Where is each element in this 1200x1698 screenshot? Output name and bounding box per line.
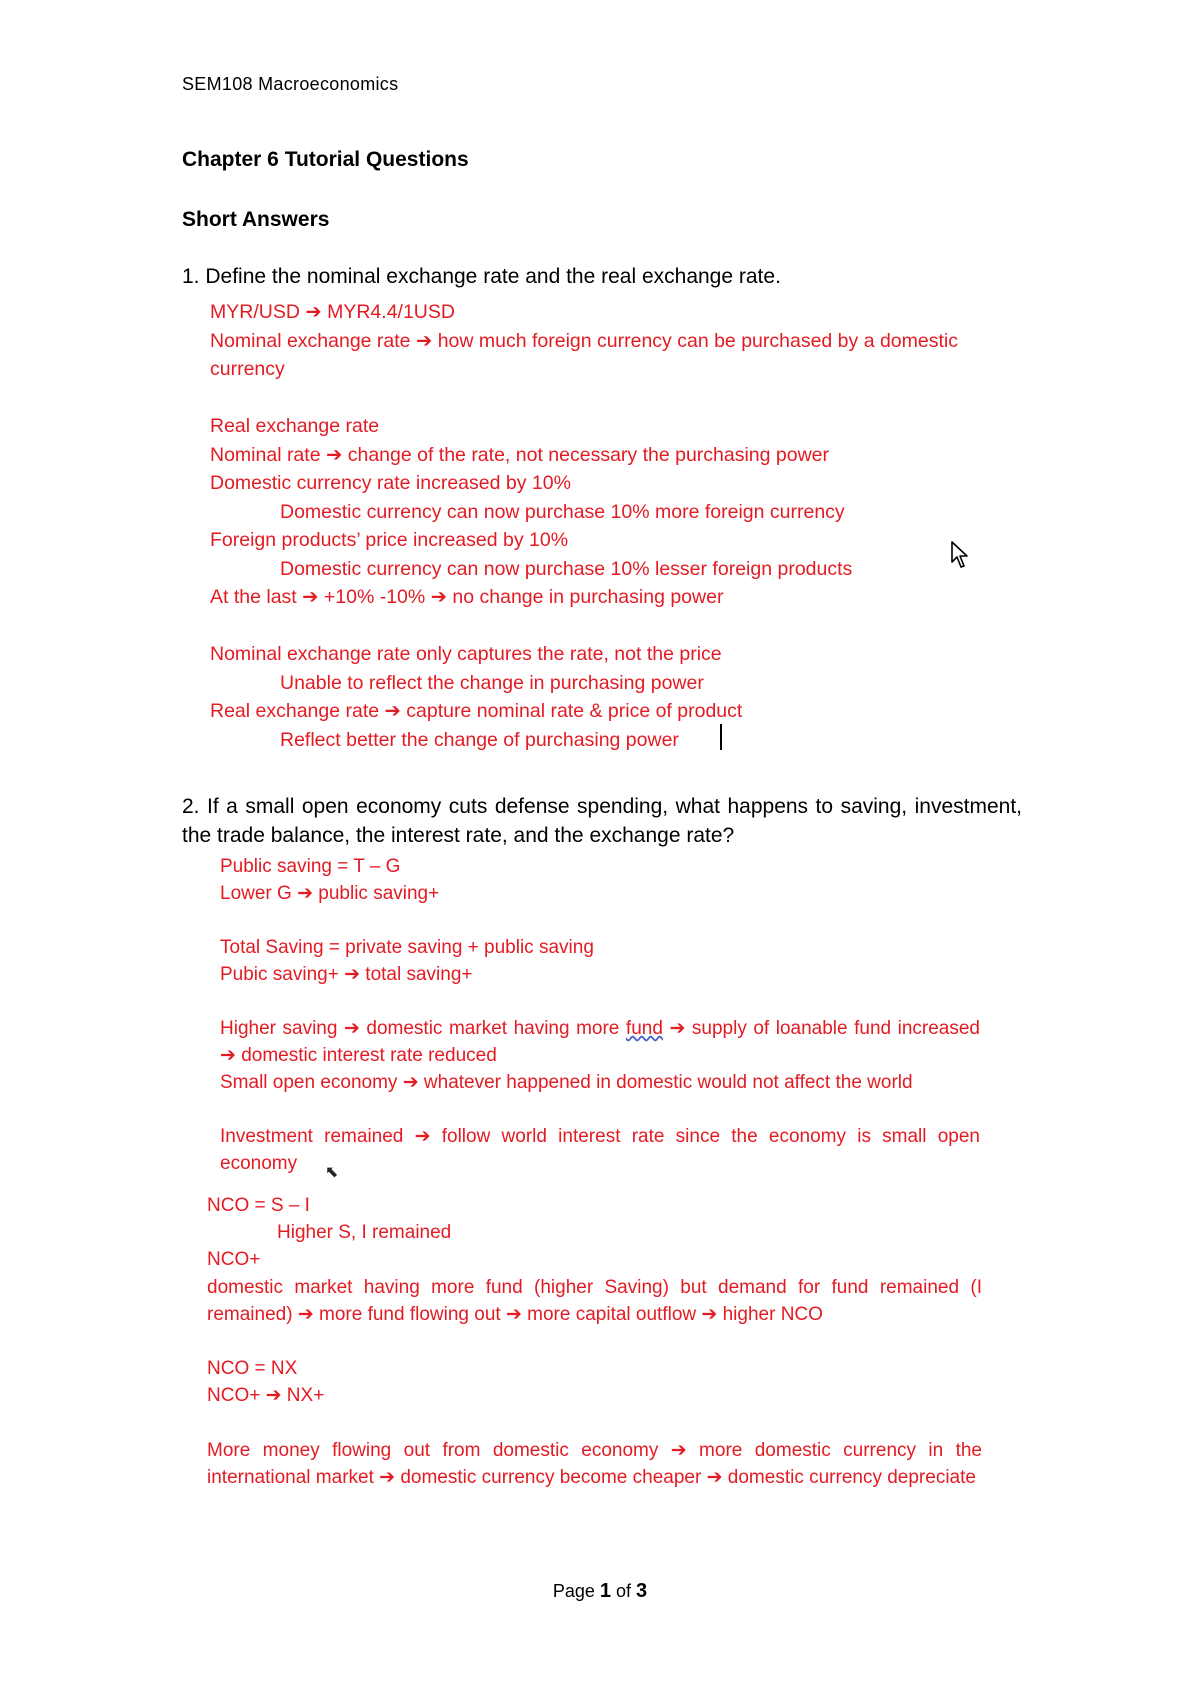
answer-2-paragraph: domestic market having more fund (higher Saving) but demand for fund remained (I remained) ➔ more fund flowing out ➔ more capital outflow ➔ higher NCO [207,1276,982,1325]
answer-2-line: NCO+ [207,1249,261,1271]
answer-1-line: Reflect better the change of purchasing power [280,728,679,751]
page-number-footer: Page 1 of 3 [552,1580,648,1602]
text-caret [720,724,722,750]
answer-1-line: Real exchange rate [210,415,380,437]
answer-2-line: NCO = NX [207,1358,298,1380]
answer-1-line: Nominal exchange rate only captures the rate, not the price [210,643,722,665]
answer-1-line: Foreign products’ price increased by 10% [210,529,569,551]
document-header: SEM108 Macroeconomics [182,74,399,94]
section-title: Short Answers [182,208,330,231]
question-2: 2. If a small open economy cuts defense spending, what happens to saving, investment, the trade balance, the interest rate, and the exchange rate? [182,795,1022,847]
answer-2-line: Total Saving = private saving + public saving [220,937,594,958]
answer-1 [210,298,1030,754]
answer-1-line: currency [210,358,285,380]
answer-2-line: Higher S, I remained [277,1222,452,1244]
mouse-pointer-icon [950,540,972,570]
answer-1-line: Domestic currency can now purchase 10% lesser foreign products [280,557,853,580]
answer-2-line: NCO+ ➔ NX+ [207,1385,325,1407]
answer-2-paragraph: Higher saving ➔ domestic market having more fund ➔ supply of loanable fund increased ➔ domestic interest rate reduced [220,1018,980,1066]
answer-1-line: Unable to reflect the change in purchasing power [280,671,704,694]
answer-1-line: Nominal rate ➔ change of the rate, not necessary the purchasing power [210,443,830,466]
answer-1-line: Domestic currency can now purchase 10% more foreign currency [280,500,845,523]
answer-1-line: Nominal exchange rate ➔ how much foreign currency can be purchased by a domestic [210,329,958,352]
answer-2-continued [207,1192,982,1491]
answer-2 [220,853,980,1177]
answer-2-line: Public saving = T – G [220,856,401,877]
answer-2-line: Pubic saving+ ➔ total saving+ [220,964,473,985]
spelling-flagged-word: fund [625,1018,663,1039]
answer-2-line: NCO = S – I [207,1195,310,1216]
answer-1-line: MYR/USD ➔ MYR4.4/1USD [210,301,455,323]
chapter-title: Chapter 6 Tutorial Questions [182,148,469,171]
answer-1-line: Domestic currency rate increased by 10% [210,472,571,494]
question-1: 1. Define the nominal exchange rate and the real exchange rate. [182,265,781,288]
answer-2-line: Small open economy ➔ whatever happened in domestic would not affect the world [220,1072,913,1093]
answer-1-line: At the last ➔ +10% -10% ➔ no change in purchasing power [210,586,724,608]
answer-2-paragraph: Investment remained ➔ follow world interest rate since the economy is small open economy [220,1126,980,1174]
answer-2-paragraph: More money flowing out from domestic economy ➔ more domestic currency in the international market ➔ domestic currency become cheaper ➔ domestic currency depreciate [207,1439,982,1488]
answer-1-line: Real exchange rate ➔ capture nominal rate & price of product [210,700,743,722]
answer-2-line: Lower G ➔ public saving+ [220,883,440,904]
cursor-pointer-icon: ⬉ [325,1164,339,1181]
